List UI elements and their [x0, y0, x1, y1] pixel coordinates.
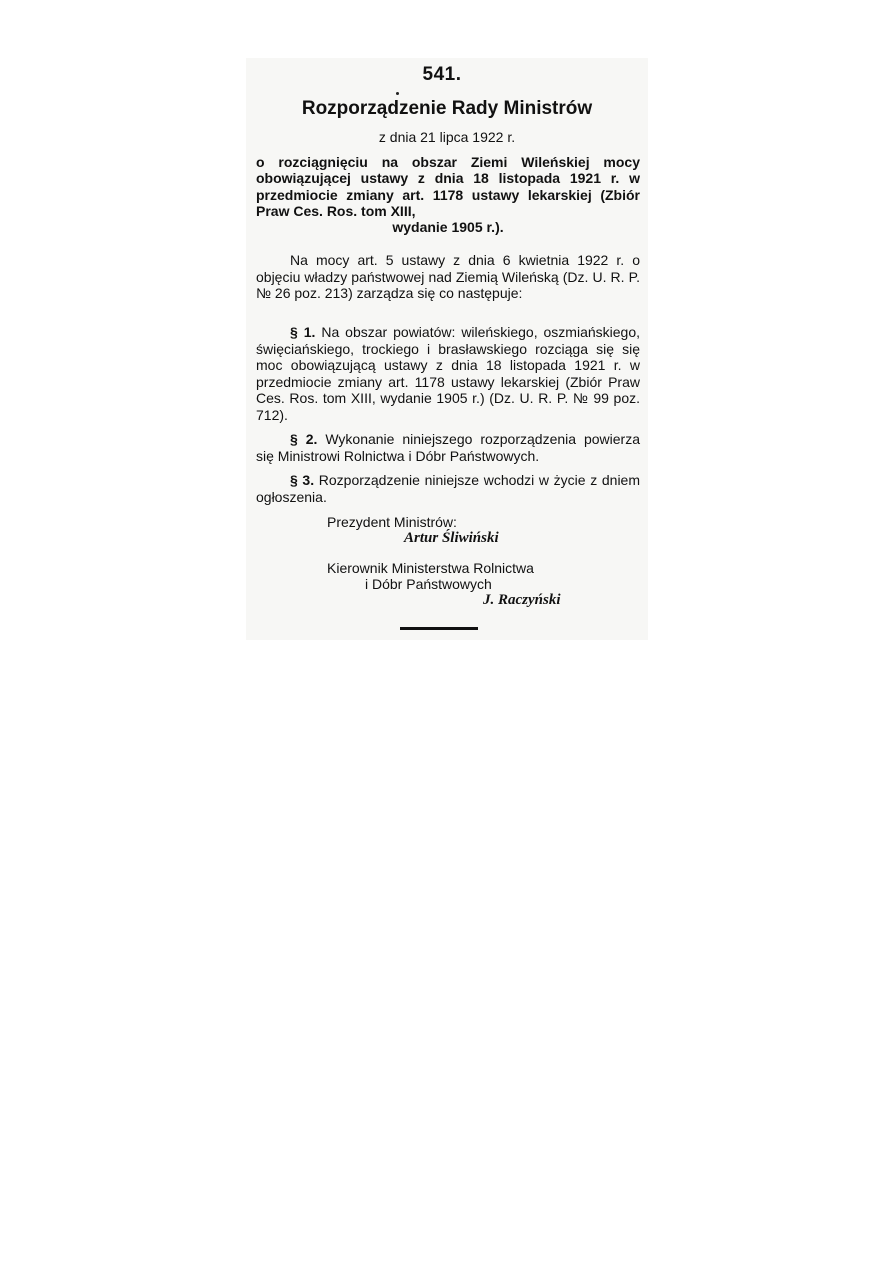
closing-rule — [400, 627, 478, 630]
signatory-1-title: Prezydent Ministrów: — [327, 514, 457, 530]
section-1-text: Na obszar powiatów: wileńskiego, oszmiańskiego, święciańskiego, trockiego i brasławskiego rozciąga się się moc obowiązującą ustawy z dnia 18 listopada 1921 r. w przedmiocie zmiany art. 1178 ustawy lekarskiej (Zbiór Praw Ces. Ros. tom XIII, wydanie 1905 r.) (Dz. U. R. P. № 99 poz. 712). — [256, 324, 641, 423]
page-number: 541. — [422, 64, 462, 85]
document-title: Rozporządzenie Rady Ministrów — [301, 98, 593, 119]
subject-text: o rozciągnięciu na obszar Ziemi Wileńskiej mocy obowiązującej ustawy z dnia 18 listopada 1921 r. w przedmiocie zmiany art. 1178 ustawy lekarskiej (Zbiór Praw Ces. Ros. tom XIII, — [256, 154, 640, 219]
section-2 — [256, 431, 640, 464]
section-2-text: Wykonanie niniejszego rozporządzenia powierza się Ministrowi Rolnictwa i Dóbr Państwowych. — [256, 431, 640, 464]
signatory-2-name: J. Raczyński — [483, 592, 561, 608]
section-3-label: § 3. — [290, 472, 315, 488]
print-speck — [396, 92, 399, 95]
section-3 — [256, 472, 640, 505]
signatory-2-title-line1: Kierownik Ministerstwa Rolnictwa — [327, 560, 534, 576]
section-2-label: § 2. — [290, 431, 318, 447]
signatory-2-title-line2: i Dóbr Państwowych — [365, 576, 492, 592]
subject-last-line: wydanie 1905 r.). — [392, 219, 504, 236]
section-3-text: Rozporządzenie niniejsze wchodzi w życie z dniem ogłoszenia. — [256, 472, 641, 505]
document-page — [246, 58, 648, 640]
document-subject — [256, 154, 640, 235]
section-1 — [256, 324, 640, 423]
signatory-1-name: Artur Śliwiński — [404, 530, 499, 546]
section-1-label: § 1. — [290, 324, 316, 340]
intro-paragraph: Na mocy art. 5 ustawy z dnia 6 kwietnia 1922 r. o objęciu władzy państwowej nad Ziemią Wileńską (Dz. U. R. P. № 26 poz. 213) zarządza się co następuje: — [256, 252, 640, 301]
document-date: z dnia 21 lipca 1922 r. — [378, 129, 516, 145]
